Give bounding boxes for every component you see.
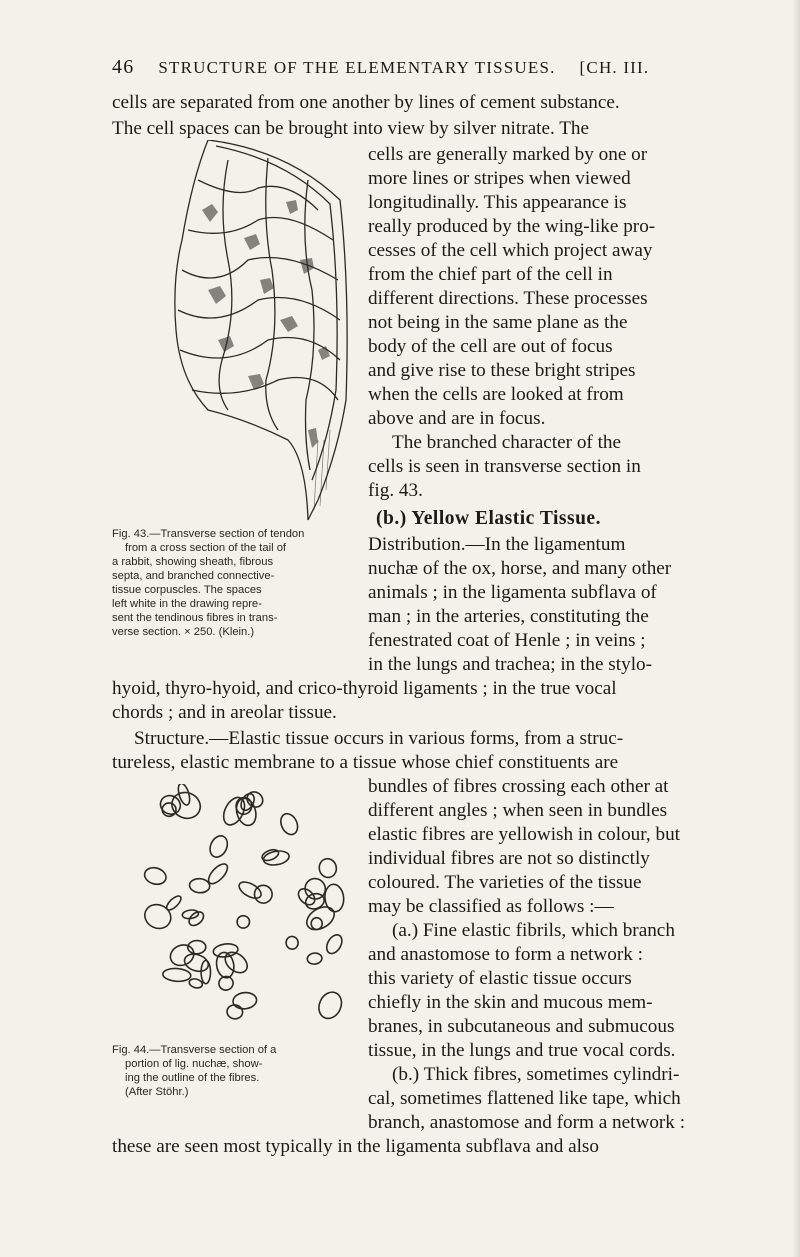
- figure-43-caption-line: tissue corpuscles. The spaces: [112, 584, 262, 596]
- text-line: cells are generally marked by one or: [368, 144, 648, 165]
- text-line: The cell spaces can be brought into view by silver nitrate. The: [112, 118, 590, 139]
- figure-43-caption-line: sent the tendinous fibres in trans-: [112, 612, 278, 624]
- text-line: cells are separated from one another by lines of cement substance.: [112, 92, 620, 113]
- figure-44-caption-line: portion of lig. nuchæ, show-: [125, 1058, 263, 1070]
- text-line: fig. 43.: [368, 480, 423, 501]
- text-line: The branched character of the: [392, 432, 622, 453]
- section-heading: (b.) Yellow Elastic Tissue.: [376, 508, 601, 529]
- running-title: STRUCTURE OF THE ELEMENTARY TISSUES.: [158, 58, 556, 77]
- text-line: coloured. The varieties of the tissue: [368, 872, 642, 893]
- text-line: branes, in subcutaneous and submucous: [368, 1016, 675, 1037]
- text-line: chiefly in the skin and mucous mem-: [368, 992, 653, 1013]
- text-line: branch, anastomose and form a network :: [368, 1112, 686, 1133]
- fibre-outline: [207, 833, 231, 860]
- fibre-outline: [182, 909, 199, 919]
- fibre-outline: [188, 978, 203, 990]
- figure-43-caption-line: verse section. × 250. (Klein.): [112, 626, 255, 638]
- figure-43-caption-line: from a cross section of the tail of: [125, 542, 287, 554]
- text-line: hyoid, thyro-hyoid, and crico-thyroid ligaments ; in the true vocal: [112, 678, 617, 699]
- fibre-outline: [167, 941, 197, 969]
- text-line: Structure.—Elastic tissue occurs in various forms, from a struc-: [134, 728, 624, 749]
- text-line: more lines or stripes when viewed: [368, 168, 631, 189]
- page-number: 46: [112, 56, 135, 78]
- text-line: when the cells are looked at from: [368, 384, 624, 405]
- fibre-outline: [232, 991, 257, 1010]
- fibre-outline: [315, 988, 346, 1022]
- text-line: man ; in the arteries, constituting the: [368, 606, 649, 627]
- figure-43-caption-line: a rabbit, showing sheath, fibrous: [112, 556, 274, 568]
- fibre-outline: [295, 886, 317, 908]
- fibre-outline: [237, 879, 264, 902]
- fibre-outline: [324, 883, 345, 912]
- running-header: [112, 58, 712, 79]
- page-edge-shadow: [792, 0, 800, 1257]
- text-line: bundles of fibres crossing each other at: [368, 776, 669, 797]
- text-line: from the chief part of the cell in: [368, 264, 613, 285]
- fibre-outline: [141, 900, 175, 933]
- text-line: may be classified as follows :—: [368, 896, 614, 917]
- text-line: different angles ; when seen in bundles: [368, 800, 668, 821]
- figure-44-caption-line: (After Stöhr.): [125, 1086, 189, 1098]
- text-line: and anastomose to form a network :: [368, 944, 643, 965]
- text-line: above and are in focus.: [368, 408, 546, 429]
- text-line: different directions. These processes: [368, 288, 648, 309]
- fibre-outline: [176, 784, 192, 806]
- text-line: tureless, elastic membrane to a tissue whose chief constituents are: [112, 752, 619, 773]
- figure-43-caption-line: left white in the drawing repre-: [112, 598, 262, 610]
- text-line: in the lungs and trachea; in the stylo-: [368, 654, 653, 675]
- figure-44-illustration: [140, 784, 350, 1034]
- fibre-outline: [143, 865, 168, 886]
- fibre-outline: [189, 878, 210, 894]
- text-line: really produced by the wing-like pro-: [368, 216, 656, 237]
- text-line: these are seen most typically in the ligamenta subflava and also: [112, 1136, 599, 1157]
- text-line: (b.) Thick fibres, sometimes cylindri-: [392, 1064, 680, 1085]
- figure-43-caption-line: Fig. 43.—Transverse section of tendon: [112, 528, 305, 540]
- figure-44-caption-line: Fig. 44.—Transverse section of a: [112, 1044, 277, 1056]
- fibre-outline: [307, 952, 323, 964]
- text-line: cesses of the cell which project away: [368, 240, 653, 261]
- fibre-outline: [318, 857, 338, 879]
- fibre-outline: [236, 915, 250, 929]
- text-line: this variety of elastic tissue occurs: [368, 968, 632, 989]
- text-line: cells is seen in transverse section in: [368, 456, 641, 477]
- figure-44-caption-line: ing the outline of the fibres.: [125, 1072, 260, 1084]
- fibre-outline: [278, 811, 301, 837]
- fibre-outline: [261, 848, 280, 863]
- fibre-outline: [311, 917, 323, 929]
- text-line: cal, sometimes flattened like tape, which: [368, 1088, 681, 1109]
- text-line: animals ; in the ligamenta subflava of: [368, 582, 657, 603]
- text-line: body of the cell are out of focus: [368, 336, 613, 357]
- chapter-label: [CH. III.: [579, 58, 650, 77]
- fibre-outline: [162, 968, 191, 983]
- text-line: individual fibres are not so distinctly: [368, 848, 650, 869]
- text-line: Distribution.—In the ligamentum: [368, 534, 626, 555]
- figure-43-illustration: [168, 140, 353, 522]
- text-line: nuchæ of the ox, horse, and many other: [368, 558, 672, 579]
- text-line: fenestrated coat of Henle ; in veins ;: [368, 630, 646, 651]
- text-line: chords ; and in areolar tissue.: [112, 702, 337, 723]
- fibre-outline: [201, 961, 210, 984]
- text-line: longitudinally. This appearance is: [368, 192, 627, 213]
- fibre-outline: [324, 932, 345, 956]
- figure-43-caption-line: septa, and branched connective-: [112, 570, 275, 582]
- text-line: tissue, in the lungs and true vocal cords.: [368, 1040, 676, 1061]
- text-line: elastic fibres are yellowish in colour, but: [368, 824, 681, 845]
- text-line: and give rise to these bright stripes: [368, 360, 636, 381]
- fibre-outline: [285, 936, 299, 951]
- text-line: (a.) Fine elastic fibrils, which branch: [392, 920, 675, 941]
- fibre-outline: [164, 894, 183, 913]
- text-line: not being in the same plane as the: [368, 312, 628, 333]
- fibre-outline: [219, 794, 248, 828]
